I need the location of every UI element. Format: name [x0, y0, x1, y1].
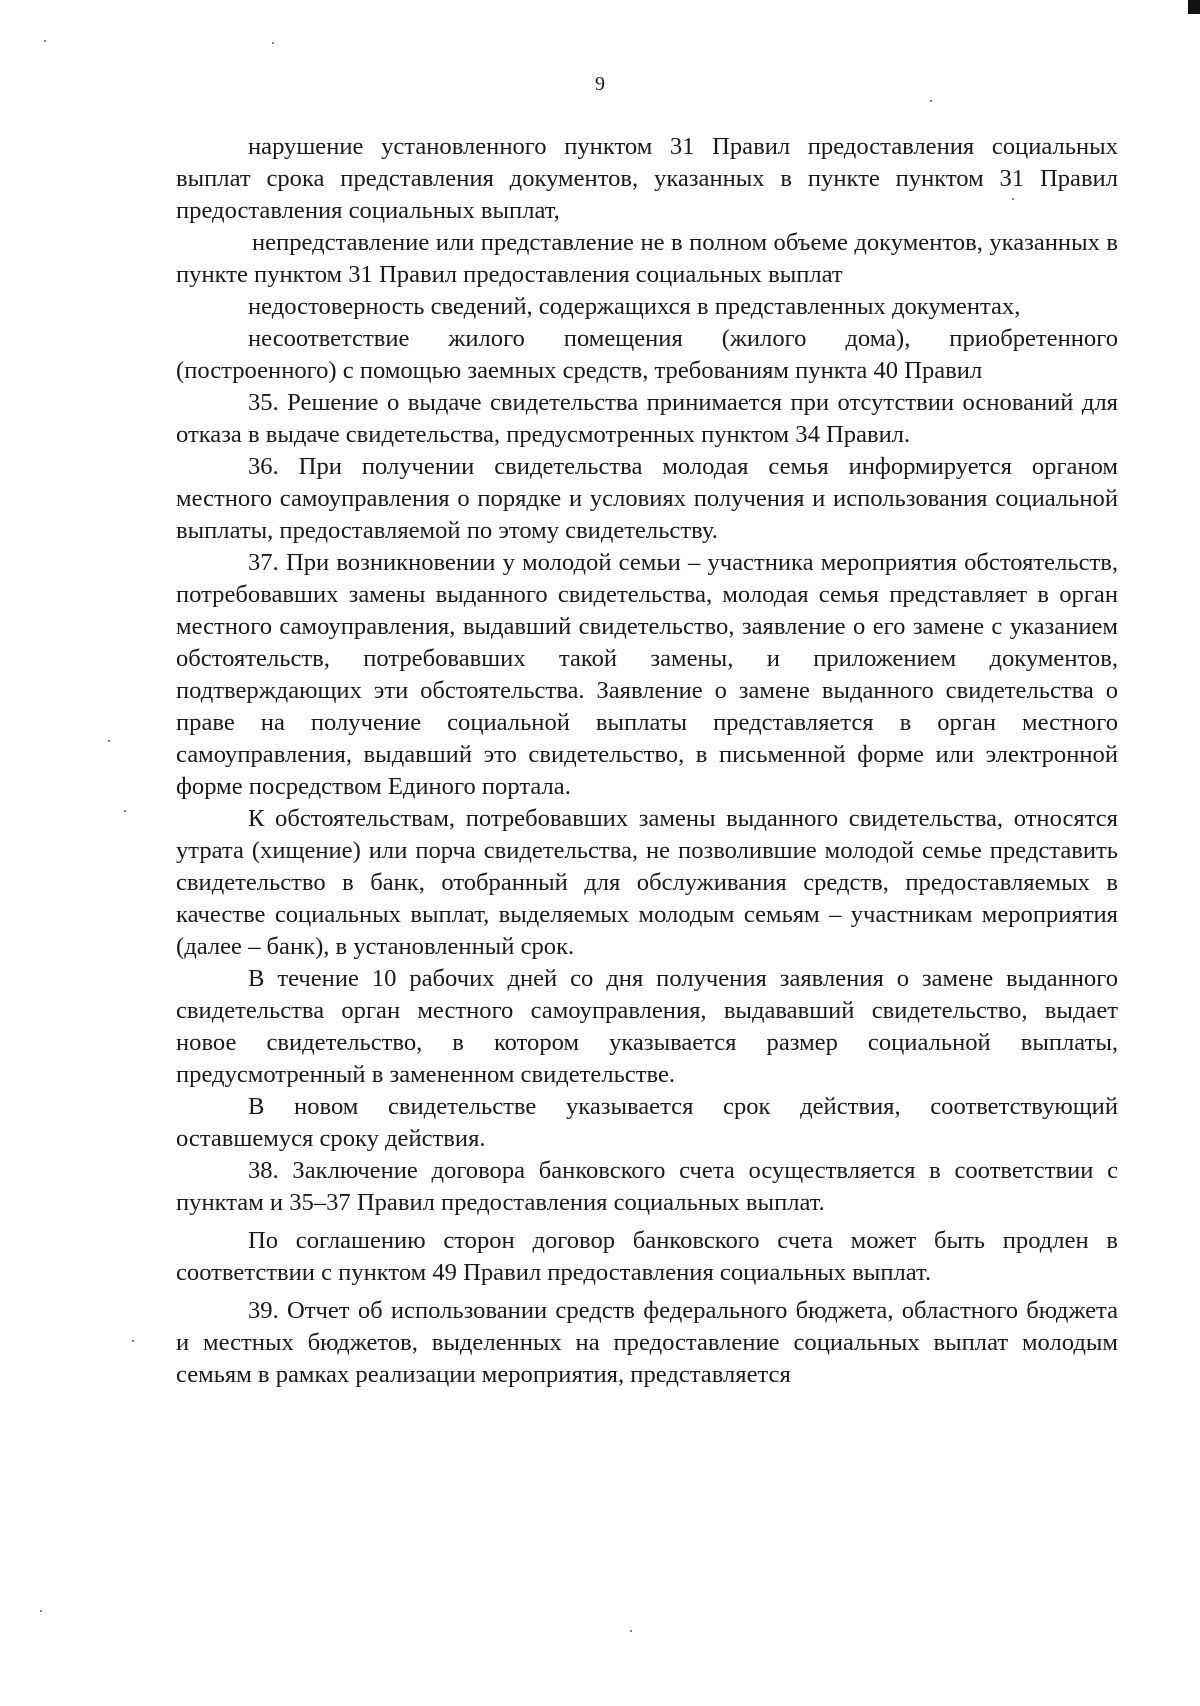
scan-speck [930, 100, 932, 102]
page-number: 9 [595, 73, 605, 95]
scan-speck [124, 810, 126, 812]
paragraph: В течение 10 рабочих дней со дня получения заявления о замене выданного свидетельства орган местного самоуправления, выдававший свидетельство, выдает новое свидетельство, в котором указывается размер социальной выплаты, предусмотренный в замененном свидетельстве. [176, 965, 1118, 1088]
paragraph: 35. Решение о выдаче свидетельства принимается при отсутствии оснований для отказа в выдаче свидетельства, предусмотренных пунктом 34 Правил. [176, 389, 1118, 448]
paragraph: По соглашению сторон договор банковского счета может быть продлен в соответствии с пунктом 49 Правил предоставления социальных выплат. [176, 1227, 1118, 1286]
scan-speck [44, 40, 46, 42]
paragraph: К обстоятельствам, потребовавших замены выданного свидетельства, относятся утрата (хищение) или порча свидетельства, не позволившие молодой семье представить свидетельство в банк, отобранный для обслуживания средств, предоставляемых в качестве социальных выплат, выделяемых молодым семьям – участникам мероприятия (далее – банк), в установленный срок. [176, 805, 1118, 960]
paragraph: нарушение установленного пунктом 31 Правил предоставления социальных выплат срока представления документов, указанных в пункте пунктом 31 Правил предоставления социальных выплат, [176, 133, 1118, 224]
paragraph: 39. Отчет об использовании средств федерального бюджета, областного бюджета и местных бюджетов, выделенных на предоставление социальных выплат молодым семьям в рамках реализации мероприятия, представляется [176, 1297, 1118, 1388]
document-body [176, 131, 1118, 1391]
scan-speck [272, 42, 274, 44]
paragraph: В новом свидетельстве указывается срок действия, соответствующий оставшемуся сроку действия. [176, 1093, 1118, 1152]
scan-speck [630, 1630, 632, 1632]
scan-speck [1012, 198, 1014, 200]
scan-speck [132, 1340, 134, 1342]
paragraph: несоответствие жилого помещения (жилого дома), приобретенного (построенного) с помощью заемных средств, требованиям пункта 40 Правил [176, 325, 1118, 384]
scan-speck [40, 1610, 42, 1612]
paragraph: недостоверность сведений, содержащихся в представленных документах, [248, 293, 1021, 320]
paragraph: 36. При получении свидетельства молодая семья информируется органом местного самоуправления о порядке и условиях получения и использования социальной выплаты, предоставляемой по этому свидетельству. [176, 453, 1118, 544]
paragraph: 38. Заключение договора банковского счета осуществляется в соответствии с пунктам и 35–37 Правил предоставления социальных выплат. [176, 1157, 1118, 1216]
paragraph: непредставление или представление не в полном объеме документов, указанных в пункте пунктом 31 Правил предоставления социальных выплат [176, 229, 1118, 288]
scan-speck [108, 740, 110, 742]
paragraph: 37. При возникновении у молодой семьи – участника мероприятия обстоятельств, потребовавших замены выданного свидетельства, молодая семья представляет в орган местного самоуправления, выдавший свидетельство, заявление о его замене с указанием обстоятельств, потребовавших такой замены, и приложением документов, подтверждающих эти обстоятельства. Заявление о замене выданного свидетельства о праве на получение социальной выплаты представляется в орган местного самоуправления, выдавший это свидетельство, в письменной форме или электронной форме посредством Единого портала. [176, 549, 1118, 800]
scan-corner-mark [1188, 0, 1200, 14]
